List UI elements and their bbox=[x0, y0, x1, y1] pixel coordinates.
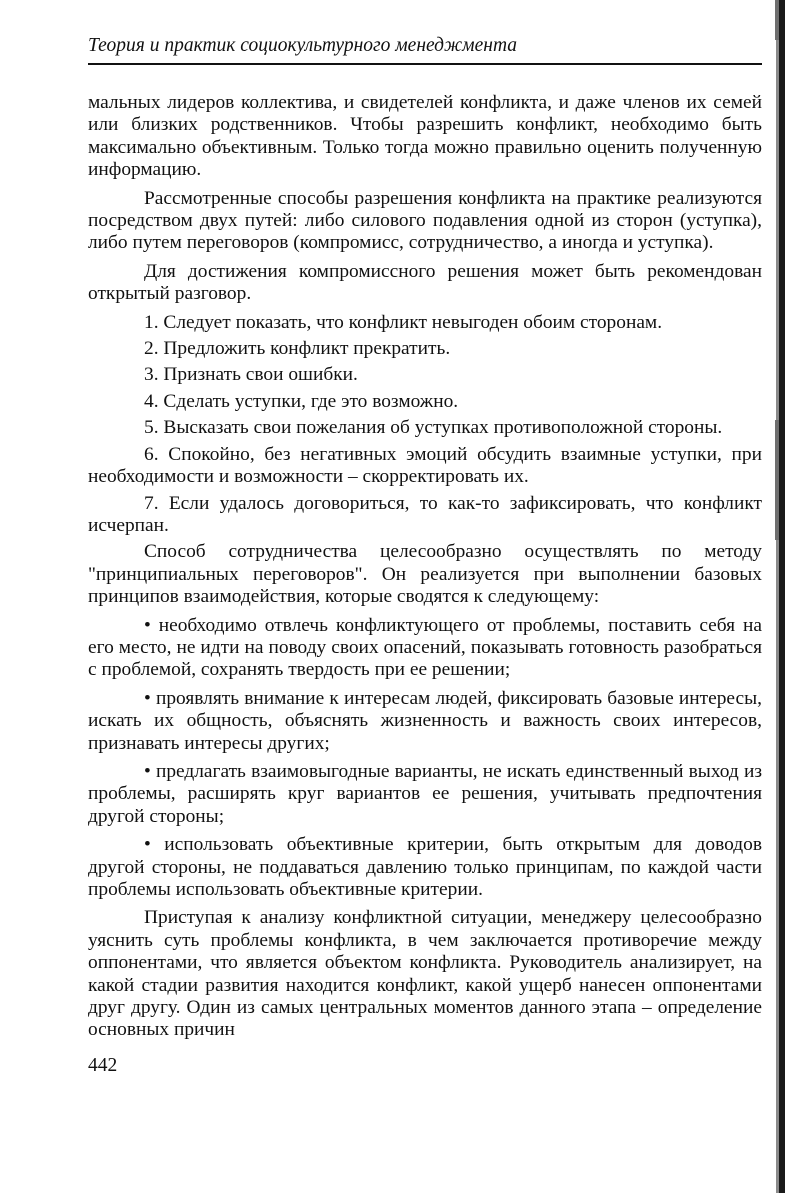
list-item-4: 4. Сделать уступки, где это возможно. bbox=[144, 390, 459, 412]
bullet-item-2: • проявлять внимание к интересам людей, фиксировать базовые интересы, искать их общность, объяснять жизненность и важность своих интересов, признавать интересы других; bbox=[88, 687, 762, 754]
bullet-item-1: • необходимо отвлечь конфликтующего от проблемы, поставить себя на его место, не идти на поводу своих опасений, показывать готовность разобраться с проблемой, сохранять твердость при ее решении; bbox=[88, 614, 762, 681]
paragraph-compromise-intro: Для достижения компромиссного решения может быть рекомендован открытый разговор. bbox=[88, 260, 762, 305]
list-item-2: 2. Предложить конфликт прекратить. bbox=[144, 338, 451, 360]
list-item-5: 5. Высказать свои пожелания об уступках противоположной стороны. bbox=[144, 417, 723, 439]
scan-mark-middle bbox=[775, 420, 779, 540]
page-number: 442 bbox=[88, 1055, 118, 1076]
scan-mark-top bbox=[775, 0, 779, 40]
header-rule bbox=[88, 63, 762, 65]
bullet-item-3: • предлагать взаимовыгодные варианты, не искать единственный выход из проблемы, расширять круг вариантов ее решения, учитывать предпочтения другой стороны; bbox=[88, 760, 762, 827]
paragraph-conflict-analysis: Приступая к анализу конфликтной ситуации, менеджеру целесообразно уяснить суть проблемы конфликта, в чем заключается противоречие между оппонентами, что является объектом конфликта. Руководитель анализирует, на какой стадии развития находится конфликт, какой ущерб нанесен оппонентами друг другу. Один из самых центральных моментов данного этапа – определение основных причин bbox=[88, 907, 762, 1041]
list-item-6: 6. Спокойно, без негативных эмоций обсудить взаимные уступки, при необходимости и возможности – скорректировать их. bbox=[88, 443, 762, 488]
scan-edge bbox=[779, 0, 785, 1193]
bullet-item-4: • использовать объективные критерии, быть открытым для доводов другой стороны, не поддаваться давлению только принципам, по каждой части проблемы использовать объективные критерии. bbox=[88, 834, 762, 900]
paragraph-resolution-paths: Рассмотренные способы разрешения конфликта на практике реализуются посредством двух путей: либо силового подавления одной из сторон (уступка), либо путем переговоров (компромисс, сотрудничество, а иногда и уступка). bbox=[88, 187, 762, 254]
paragraph-cooperation-method: Способ сотрудничества целесообразно осуществлять по методу "принципиальных переговоров". Он реализуется при выполнении базовых принципов взаимодействия, которые сводятся к следующему: bbox=[88, 541, 762, 608]
body-text bbox=[88, 92, 762, 1048]
paragraph-continuation: мальных лидеров коллектива, и свидетелей конфликта, и даже членов их семей или близких родственников. Чтобы разрешить конфликт, необходимо быть максимально объективным. Только тогда можно правильно оценить полученную информацию. bbox=[88, 92, 762, 181]
list-item-7: 7. Если удалось договориться, то как-то зафиксировать, что конфликт исчерпан. bbox=[88, 492, 762, 536]
list-item-1: 1. Следует показать, что конфликт невыгоден обоим сторонам. bbox=[144, 311, 663, 333]
running-header: Теория и практик социокультурного менеджмента bbox=[88, 35, 518, 56]
list-item-3: 3. Признать свои ошибки. bbox=[144, 364, 358, 386]
